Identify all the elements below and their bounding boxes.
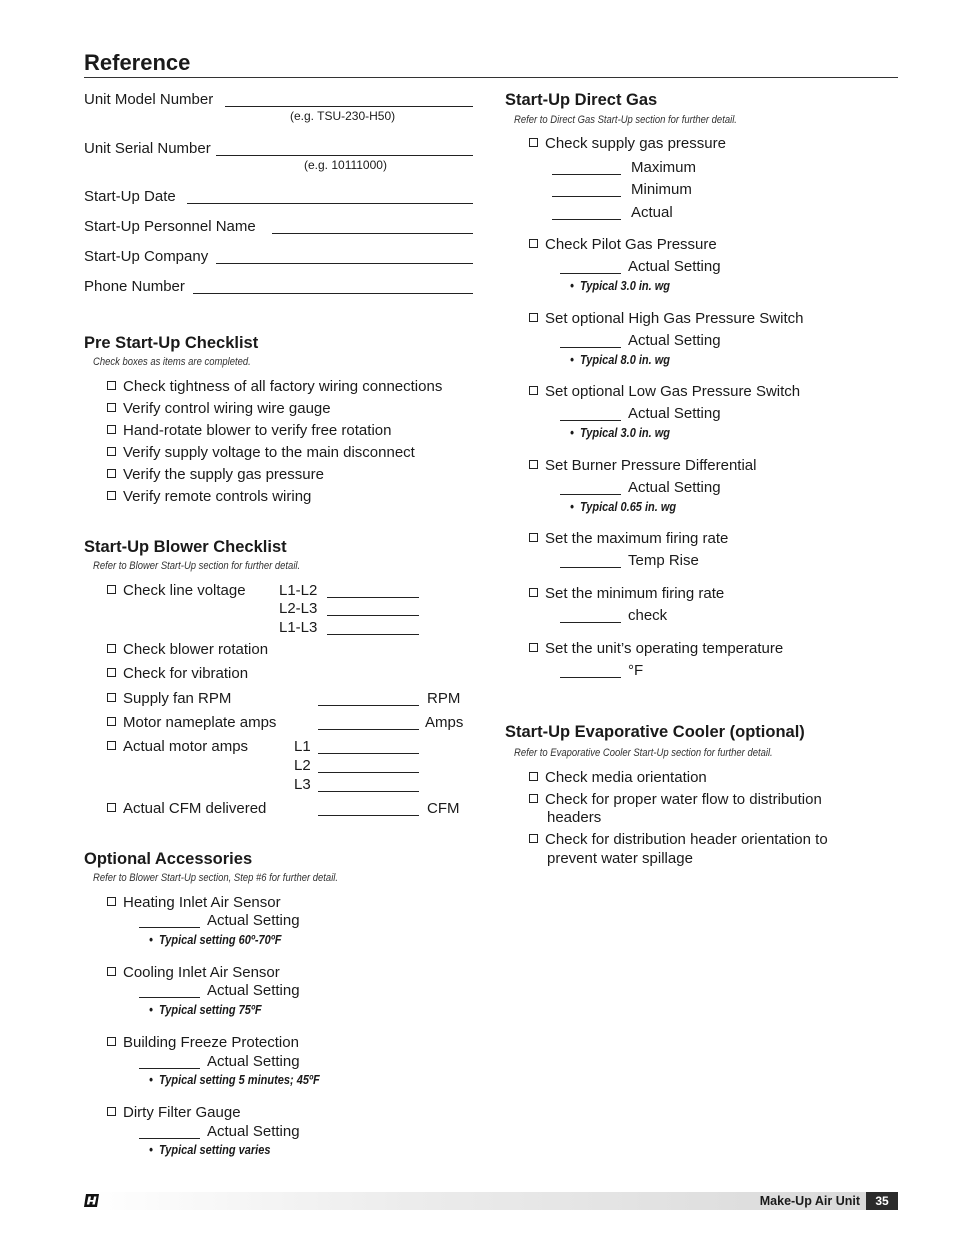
nameplate-item[interactable]: Motor nameplate amps [107,714,276,731]
checkbox-icon[interactable] [107,803,116,812]
lv-line[interactable] [327,597,419,598]
max-label: Maximum [631,159,697,176]
lv-line[interactable] [327,615,419,616]
typical-note: • Typical setting 5 minutes; 45ºF [149,1073,320,1087]
direct-gas-note: Refer to Direct Gas Start-Up section for further detail. [514,114,737,126]
checkbox-icon[interactable] [529,138,538,147]
checkbox-icon[interactable] [107,644,116,653]
cfm-line[interactable] [318,815,419,816]
actual-setting-label: Actual Setting [207,1053,300,1070]
checkbox-icon[interactable] [529,834,538,843]
pressure-line[interactable] [552,174,621,175]
temp-rise-label: Temp Rise [628,552,699,569]
lv-label: L2-L3 [279,600,318,617]
lv-label: L1-L3 [279,619,318,636]
pressure-line[interactable] [552,219,621,220]
amp-label: L1 [294,738,311,755]
high-switch-item[interactable]: Set optional High Gas Pressure Switch [529,310,803,327]
burner-differential-item[interactable]: Set Burner Pressure Differential [529,457,757,474]
footer-product: Make-Up Air Unit [759,1194,860,1208]
checkbox-icon[interactable] [107,425,116,434]
temp-rise-line[interactable] [560,567,621,568]
checkbox-icon[interactable] [529,588,538,597]
checkbox-icon[interactable] [529,386,538,395]
title-rule [84,77,898,78]
line-voltage-item[interactable]: Check line voltage [107,582,246,599]
actual-setting-label: Actual Setting [628,258,721,275]
checkbox-icon[interactable] [529,313,538,322]
checklist-item[interactable]: Verify remote controls wiring [107,488,311,505]
blower-heading: Start-Up Blower Checklist [84,538,287,556]
degree-label: °F [628,662,644,679]
optional-note: Refer to Blower Start-Up section, Step #6 for further detail. [93,872,339,884]
evap-heading: Start-Up Evaporative Cooler (optional) [505,723,805,741]
checkbox-icon[interactable] [107,741,116,750]
model-hint: (e.g. TSU-230-H50) [290,109,396,123]
blower-rotation-item[interactable]: Check blower rotation [107,641,268,658]
min-label: Minimum [631,181,692,198]
typical-note: • Typical setting 75ºF [149,1003,262,1017]
low-switch-item[interactable]: Set optional Low Gas Pressure Switch [529,383,800,400]
dirty-filter-item[interactable]: Dirty Filter Gauge [107,1104,241,1121]
phone-line[interactable] [193,293,473,294]
blower-note: Refer to Blower Start-Up section for further detail. [93,560,301,572]
checkbox-icon[interactable] [107,381,116,390]
personnel-label: Start-Up Personnel Name [84,218,256,235]
pre-startup-note: Check boxes as items are completed. [93,356,251,368]
check-label: check [628,607,668,624]
operating-temp-item[interactable]: Set the unit’s operating temperature [529,640,783,657]
cfm-item[interactable]: Actual CFM delivered [107,800,266,817]
amp-label: L3 [294,776,311,793]
rpm-unit: RPM [427,690,461,707]
actual-label: Actual [631,204,673,221]
temp-line[interactable] [560,677,621,678]
setting-line[interactable] [139,1138,200,1139]
actual-setting-label: Actual Setting [628,479,721,496]
date-label: Start-Up Date [84,188,176,205]
company-line[interactable] [216,263,473,264]
checkbox-icon[interactable] [529,643,538,652]
actual-setting-label: Actual Setting [207,912,300,929]
company-logo-icon [84,1193,100,1208]
checkbox-icon[interactable] [529,460,538,469]
pre-startup-heading: Pre Start-Up Checklist [84,334,259,352]
cfm-unit: CFM [427,800,460,817]
amp-line[interactable] [318,791,419,792]
setting-line[interactable] [560,494,621,495]
checkbox-icon[interactable] [107,447,116,456]
checkbox-icon[interactable] [107,491,116,500]
fan-rpm-item[interactable]: Supply fan RPM [107,690,231,707]
actual-setting-label: Actual Setting [207,1123,300,1140]
header-item-cont: prevent water spillage [547,850,693,867]
evap-note: Refer to Evaporative Cooler Start-Up section for further detail. [514,747,773,759]
heating-sensor-item[interactable]: Heating Inlet Air Sensor [107,894,281,911]
amps-unit: Amps [425,714,464,731]
phone-label: Phone Number [84,278,185,295]
amp-label: L2 [294,757,311,774]
actual-setting-label: Actual Setting [207,982,300,999]
setting-line[interactable] [139,1068,200,1069]
serial-line[interactable] [216,155,473,156]
max-firing-item[interactable]: Set the maximum firing rate [529,530,728,547]
checkbox-icon[interactable] [107,469,116,478]
amps-line[interactable] [318,729,419,730]
page-title: Reference [84,50,191,75]
freeze-protection-item[interactable]: Building Freeze Protection [107,1034,299,1051]
actual-setting-label: Actual Setting [628,332,721,349]
checklist-item[interactable]: Verify supply voltage to the main disconnect [107,444,415,461]
checkbox-icon[interactable] [107,1037,116,1046]
typical-note: • Typical 3.0 in. wg [570,426,671,440]
setting-line[interactable] [560,420,621,421]
checkbox-icon[interactable] [107,897,116,906]
media-item[interactable]: Check media orientation [529,769,707,786]
serial-hint: (e.g. 10111000) [304,158,387,172]
check-line[interactable] [560,622,621,623]
lv-label: L1-L2 [279,582,318,599]
checkbox-icon[interactable] [529,794,538,803]
setting-line[interactable] [560,273,621,274]
rpm-line[interactable] [318,705,419,706]
company-label: Start-Up Company [84,248,209,265]
serial-label: Unit Serial Number [84,140,211,157]
checkbox-icon[interactable] [107,693,116,702]
checkbox-icon[interactable] [107,668,116,677]
typical-note: • Typical 8.0 in. wg [570,353,671,367]
supply-pressure-item[interactable]: Check supply gas pressure [529,135,726,152]
checkbox-icon[interactable] [529,772,538,781]
model-line[interactable] [225,106,473,107]
typical-note: • Typical setting 60º-70ºF [149,933,282,947]
optional-heading: Optional Accessories [84,850,253,868]
page-number: 35 [866,1192,898,1210]
header-item[interactable]: Check for distribution header orientation to [529,831,828,848]
setting-line[interactable] [139,927,200,928]
checklist-item[interactable]: Verify control wiring wire gauge [107,400,331,417]
checkbox-icon[interactable] [107,717,116,726]
pilot-pressure-item[interactable]: Check Pilot Gas Pressure [529,236,717,253]
typical-note: • Typical 3.0 in. wg [570,279,671,293]
amp-line[interactable] [318,772,419,773]
setting-line[interactable] [139,997,200,998]
date-line[interactable] [187,203,473,204]
actual-amps-item[interactable]: Actual motor amps [107,738,248,755]
checklist-item[interactable]: Check tightness of all factory wiring connections [107,378,442,395]
water-flow-item-cont: headers [547,809,602,826]
personnel-line[interactable] [272,233,473,234]
checkbox-icon[interactable] [529,533,538,542]
cooling-sensor-item[interactable]: Cooling Inlet Air Sensor [107,964,280,981]
checkbox-icon[interactable] [529,239,538,248]
pressure-line[interactable] [552,196,621,197]
water-flow-item[interactable]: Check for proper water flow to distribution [529,791,822,808]
amp-line[interactable] [318,753,419,754]
model-label: Unit Model Number [84,91,214,108]
lv-line[interactable] [327,634,419,635]
checklist-item[interactable]: Hand-rotate blower to verify free rotation [107,422,391,439]
actual-setting-label: Actual Setting [628,405,721,422]
checkbox-icon[interactable] [107,967,116,976]
vibration-item[interactable]: Check for vibration [107,665,248,682]
typical-note: • Typical 0.65 in. wg [570,500,677,514]
typical-note: • Typical setting varies [149,1143,271,1157]
checklist-item[interactable]: Verify the supply gas pressure [107,466,324,483]
setting-line[interactable] [560,347,621,348]
checkbox-icon[interactable] [107,403,116,412]
min-firing-item[interactable]: Set the minimum firing rate [529,585,724,602]
checkbox-icon[interactable] [107,1107,116,1116]
checkbox-icon[interactable] [107,585,116,594]
direct-gas-heading: Start-Up Direct Gas [505,91,658,109]
